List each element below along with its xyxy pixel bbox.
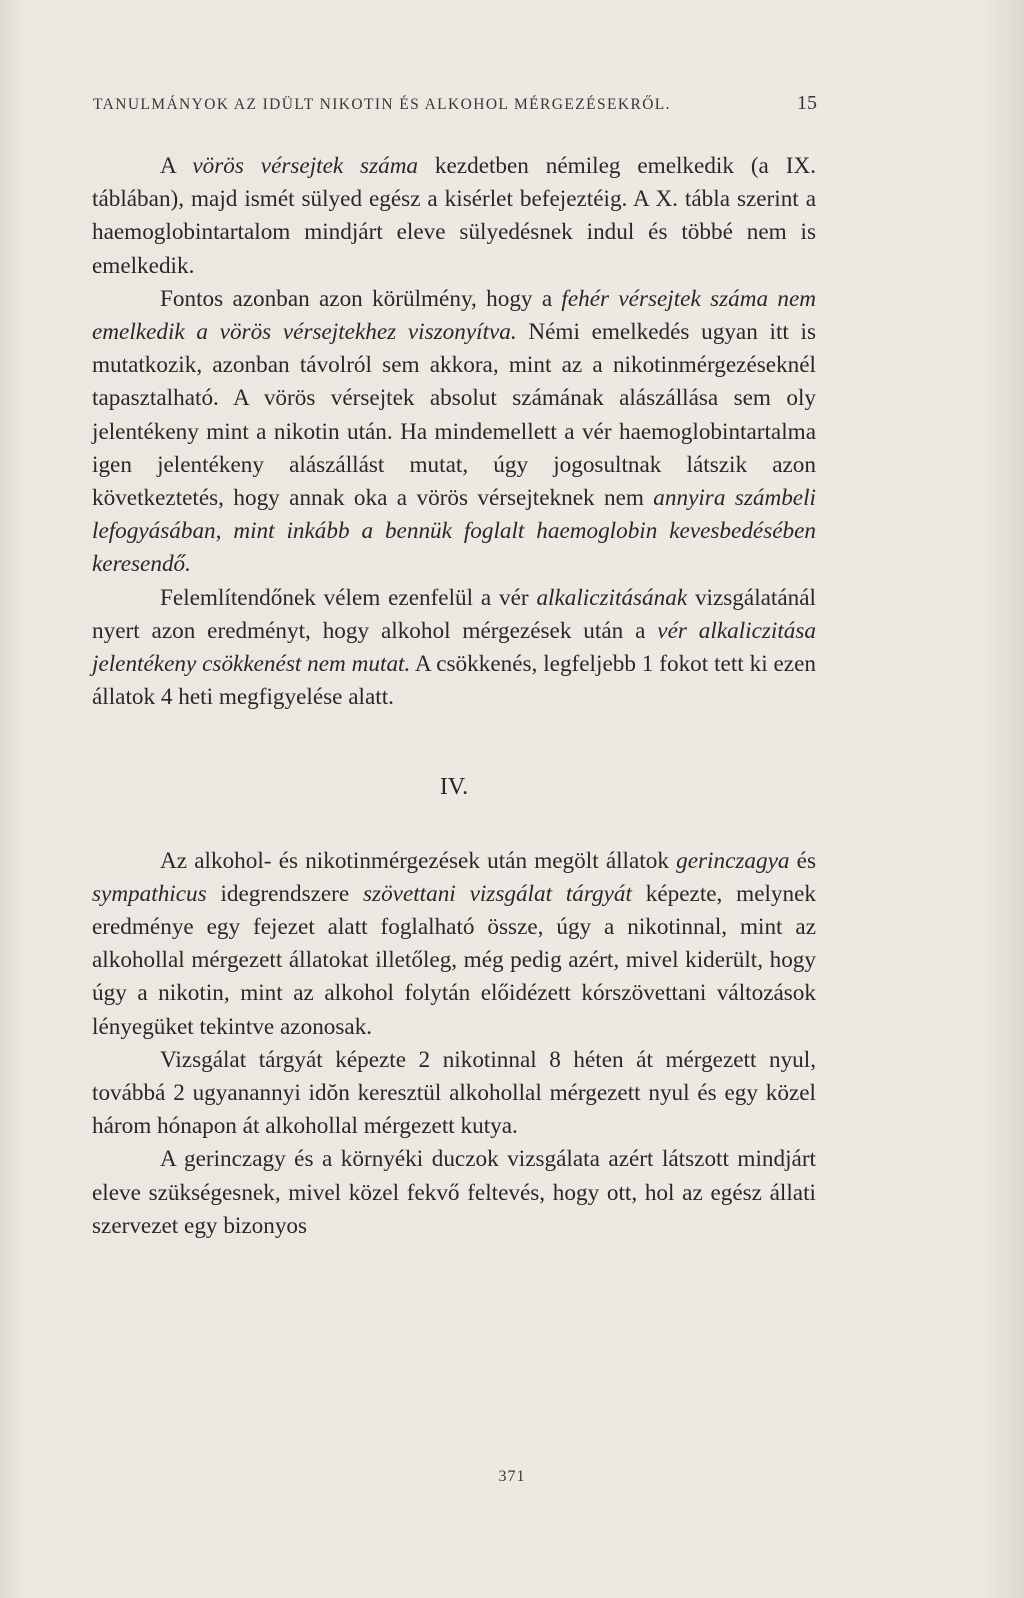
text-run: Az alkohol- és nikotinmérgezések után megölt állatok (160, 847, 677, 874)
italic-run: vér alkaliczitása jelentékeny csökkenést nem mutat. (92, 617, 817, 678)
text-run: A (160, 153, 193, 179)
text-run: képezte, melynek eredménye egy fejezet alatt foglalható össze, úgy a nikotinnal, mint az alkohollal mérgezett állatokat illetőleg, még pedig azért, mivel kiderült, hogy úgy a nikotin, mint az alkohol folytán előidézett kórszövettani változások lényegüket tekintve azonosak. (92, 880, 817, 1040)
printer-signature: 371 (498, 1468, 526, 1485)
italic-run: annyira számbeli lefogyásában, mint inkább a bennük foglalt haemoglobin kevesbedésében keresendő. (92, 485, 816, 578)
paragraph (92, 1044, 816, 1144)
text-run: Felemlítendőnek vélem ezenfelül a vér (160, 584, 537, 611)
text-run: vizsgálatánál nyert azon eredményt, hogy alkohol mérgezések után a (92, 584, 816, 644)
text-run: és (789, 847, 816, 874)
text-run: Némi emelkedés ugyan itt is mutatkozik, azonban távolról sem akkora, mint az a nikotinmérgezéseknél tapasztalható. A vörös vérsejtek absolut számának alászállása sem oly jelentékeny mint a nikotin után. Ha mindemellett a vér haemoglobintartalma igen jelentékeny alászállást mutat, úgy jogosultnak látszik azon következtetés, hogy annak oka a vörös vérsejteknek nem (92, 319, 816, 512)
paragraph (92, 582, 816, 715)
running-header (93, 92, 817, 115)
section-heading: IV. (439, 774, 469, 801)
italic-run: fehér vérsejtek száma nem emelkedik a vörös vérsejtekhez viszonyítva. (92, 285, 816, 346)
page-number: 15 (797, 92, 817, 114)
italic-run: sympathicus (92, 880, 207, 907)
text-run: idegrendszere (206, 880, 364, 907)
text-run: Fontos azonban azon körülmény, hogy a (160, 285, 562, 312)
text-run: A csökkenés, legfeljebb 1 fokot tett ki ezen állatok 4 heti megfigyelése alatt. (92, 651, 816, 711)
italic-run: gerinczagya (676, 847, 790, 874)
paragraph (92, 150, 816, 283)
italic-run: alkaliczitásának (536, 584, 688, 611)
paragraph (92, 283, 816, 582)
body-text (92, 150, 816, 1243)
italic-run: szövettani vizsgálat tárgyát (363, 880, 632, 907)
text-run: A gerinczagy és a környéki duczok vizsgálata azért látszott mindjárt eleve szükségesnek, mivel közel fekvő feltevés, hogy ott, hol az egész állati szervezet egy bizonyos (92, 1146, 816, 1239)
paragraph (92, 1143, 816, 1243)
text-run: kezdetben némileg emelkedik (a IX. táblában), majd ismét sülyed egész a kisérlet befejeztéig. A X. tábla szerint a haemoglobintartalom mindjárt eleve sülyedésnek indul és többé nem is emelkedik. (92, 153, 816, 279)
italic-run: vörös vérsejtek száma (192, 153, 419, 179)
paragraph (92, 845, 816, 1044)
running-title: TANULMÁNYOK AZ IDÜLT NIKOTIN ÉS ALKOHOL MÉRGEZÉSEKRŐL. (93, 96, 671, 113)
text-run: Vizsgálat tárgyát képezte 2 nikotinnal 8 héten át mérgezett nyul, továbbá 2 ugyanannyi idŏn keresztül alkohollal mérgezett nyul és egy közel három hónapon át alkohollal mérgezett kutya. (92, 1046, 816, 1140)
